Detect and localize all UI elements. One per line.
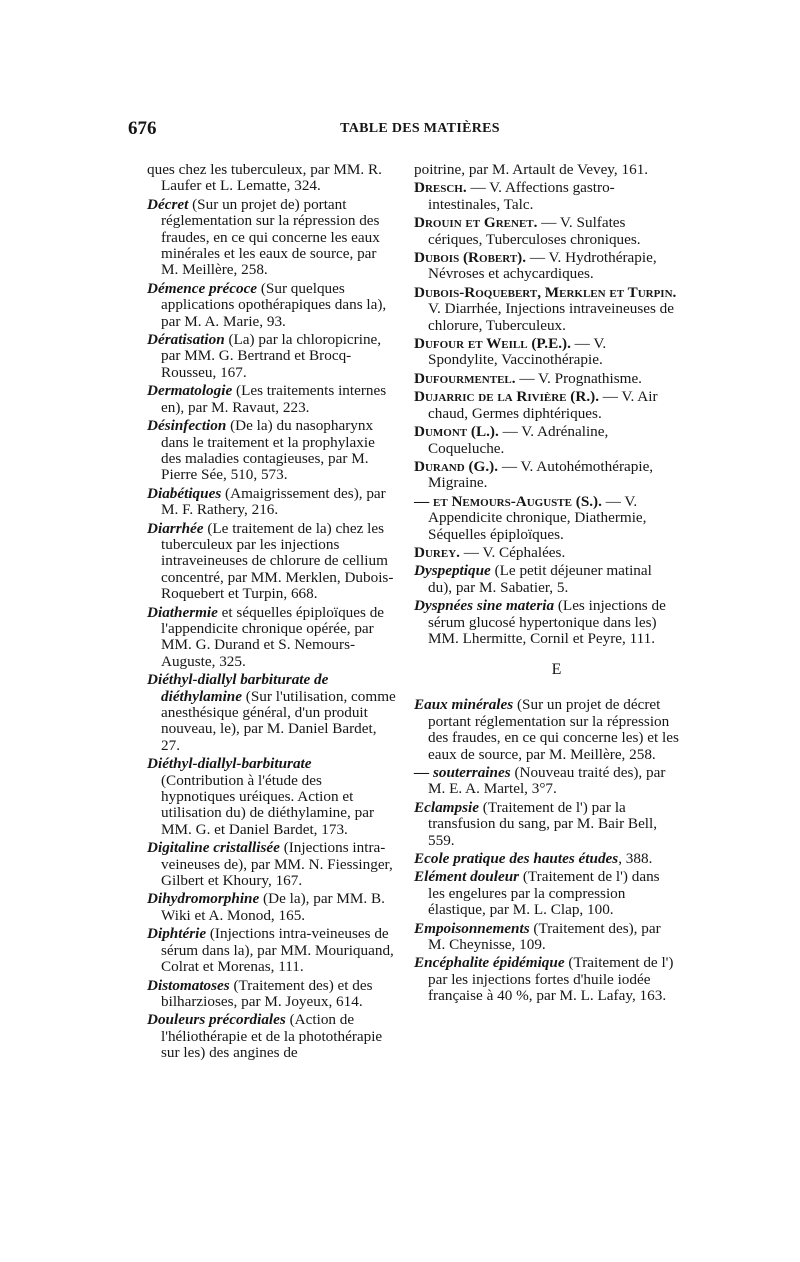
index-entry bbox=[414, 765, 679, 798]
entry-author: Dubois-Roquebert, Merklen et Turpin. bbox=[414, 283, 677, 301]
entry-heading: Dératisation bbox=[147, 331, 225, 349]
entry-text: (Le traitement de la) chez les tuberculeux par les injections intraveineuses de chlorure de cellium concentré, par MM. Merklen, Dubois-Roquebert et Turpin, 668. bbox=[161, 519, 394, 603]
index-entry bbox=[147, 891, 397, 924]
entry-author: — et Nemours-Auguste (S.). bbox=[414, 492, 602, 510]
entry-heading: Diéthyl-diallyl barbiturate de diéthylamine bbox=[147, 671, 329, 705]
running-title: TABLE DES MATIÈRES bbox=[340, 121, 500, 136]
entry-heading: Diabétiques bbox=[147, 484, 222, 502]
entry-heading: Diathermie bbox=[147, 603, 218, 621]
entry-text: (Traitement des), par M. Cheynisse, 109. bbox=[428, 919, 661, 954]
entry-text: (De la) du nasopharynx dans le traitement et la prophylaxie des maladies contagieuses, par M. Pierre Sée, 510, 573. bbox=[161, 417, 375, 484]
entry-text: ques chez les tuberculeux, par MM. R. Laufer et L. Lematte, 324. bbox=[147, 161, 382, 195]
entry-text: (Injections intra-veineuses de), par MM. N. Fiessinger, Gilbert et Khoury, 167. bbox=[161, 839, 393, 890]
entry-heading: Ecole pratique des hautes études bbox=[414, 850, 619, 868]
entry-text: (Traitement de l') dans les engelures par la compression élastique, par M. L. Clap, 100. bbox=[428, 868, 660, 919]
entry-text: — V. Prognathisme. bbox=[515, 369, 642, 387]
index-entry bbox=[414, 598, 679, 647]
index-entry bbox=[147, 978, 397, 1011]
entry-author: Dubois (Robert). bbox=[414, 249, 527, 267]
entry-text: — V. Autohémothérapie, Migraine. bbox=[428, 457, 654, 492]
entry-text: — V. Affections gastro-intestinales, Talc. bbox=[428, 179, 615, 213]
index-entry bbox=[147, 162, 397, 195]
entry-text: (La) par la chloropicrine, par MM. G. Bertrand et Brocq-Rousseu, 167. bbox=[161, 331, 382, 381]
index-entry bbox=[414, 851, 679, 867]
index-entry bbox=[414, 869, 679, 918]
entry-text: — V. Air chaud, Germes diphtériques. bbox=[428, 388, 658, 422]
entry-text: (Les traitements internes en), par M. Ravaut, 223. bbox=[161, 382, 387, 416]
entry-author: Durey. bbox=[414, 543, 460, 561]
entry-text: V. Diarrhée, Injections intraveineuses de chlorure, Tuberculeux. bbox=[428, 300, 675, 334]
entry-text: (Le petit déjeuner matinal du), par M. Sabatier, 5. bbox=[428, 562, 652, 596]
entry-text: (Nouveau traité des), par M. E. A. Martel, 3°7. bbox=[428, 764, 666, 798]
entry-text: (Amaigrissement des), par M. F. Rathery, 216. bbox=[161, 484, 386, 519]
entry-heading: Douleurs précordiales bbox=[147, 1011, 286, 1029]
index-entry bbox=[414, 424, 679, 457]
index-entry bbox=[414, 563, 679, 596]
entry-text: — V. Hydrothérapie, Névroses et achycardiques. bbox=[428, 249, 657, 283]
index-entry bbox=[414, 371, 679, 387]
entry-text: (Traitement de l') par la transfusion du sang, par M. Bair Bell, 559. bbox=[428, 798, 658, 849]
entry-author: Dujarric de la Rivière (R.). bbox=[414, 388, 599, 406]
entry-heading: Dihydromorphine bbox=[147, 890, 260, 908]
entry-text: (Injections intra-veineuses de sérum dans la), par MM. Mouriquand, Colrat et Morenas, 111. bbox=[161, 925, 394, 976]
entry-author: Durand (G.). bbox=[414, 457, 499, 475]
entry-heading: Eaux minérales bbox=[414, 696, 514, 714]
entry-text: — V. Spondylite, Vaccinothérapie. bbox=[428, 335, 607, 369]
index-entry bbox=[414, 162, 679, 178]
index-entry bbox=[147, 418, 397, 484]
entry-text: (Sur un projet de) portant réglementation sur la répression des fraudes, en ce qui concerne les eaux minérales et les eaux de source, par M. Meillère, 258. bbox=[161, 195, 380, 279]
entry-author: Dumont (L.). bbox=[414, 423, 499, 441]
index-entry bbox=[414, 697, 679, 763]
index-entry bbox=[414, 955, 679, 1004]
entry-heading: Distomatoses bbox=[147, 976, 230, 994]
page-header bbox=[0, 118, 800, 142]
entry-text: (Sur un projet de décret portant réglementation sur la répression des fraudes, en ce qui concerne les) et les eaux de source, par M. Meillère, 258. bbox=[428, 696, 679, 763]
entry-heading: Diarrhée bbox=[147, 519, 204, 537]
entry-heading: Elément douleur bbox=[414, 868, 520, 886]
entry-heading: Démence précoce bbox=[147, 279, 258, 297]
entry-text: — V. Appendicite chronique, Diathermie, Séquelles épiploïques. bbox=[428, 492, 647, 543]
entry-text: — V. Céphalées. bbox=[459, 543, 566, 561]
entry-heading: Dermatologie bbox=[147, 382, 233, 400]
index-entry bbox=[147, 672, 397, 754]
entry-heading: Diéthyl-diallyl-barbiturate bbox=[147, 755, 312, 773]
index-entry bbox=[147, 1012, 397, 1061]
index-entry bbox=[147, 756, 397, 838]
entry-text: (Les injections de sérum glucosé hypertonique dans les) MM. Lhermitte, Cornil et Peyre, 111. bbox=[428, 597, 666, 647]
entry-heading: Décret bbox=[147, 195, 189, 213]
entry-heading: — souterraines bbox=[414, 764, 511, 781]
entry-author: Dufourmentel. bbox=[414, 369, 516, 387]
entry-text: — V. Adrénaline, Coqueluche. bbox=[428, 423, 609, 457]
index-entry bbox=[147, 281, 397, 330]
index-entry bbox=[414, 215, 679, 248]
index-entry bbox=[147, 332, 397, 381]
entry-heading: Désinfection bbox=[147, 417, 227, 435]
index-entry bbox=[414, 494, 679, 543]
entry-text: (Sur l'utilisation, comme anesthésique général, d'un produit nouveau, le), par M. Daniel Bardet, 27. bbox=[161, 687, 396, 754]
entry-author: Drouin et Grenet. bbox=[414, 214, 538, 232]
entry-heading: Digitaline cristallisée bbox=[147, 839, 280, 857]
index-entry bbox=[414, 389, 679, 422]
section-letter: E bbox=[551, 661, 562, 679]
index-entry bbox=[147, 486, 397, 519]
entry-heading: Dyspnées sine materia bbox=[414, 597, 555, 615]
index-entry bbox=[147, 840, 397, 889]
index-entry bbox=[414, 545, 679, 561]
entry-text: poitrine, par M. Artault de Vevey, 161. bbox=[414, 161, 649, 178]
index-entry bbox=[147, 197, 397, 279]
page-number: 676 bbox=[128, 118, 157, 139]
index-entry bbox=[414, 921, 679, 954]
index-entry bbox=[414, 336, 679, 369]
index-entry bbox=[414, 285, 679, 334]
entry-text: (Traitement des) et des bilharzioses, par M. Joyeux, 614. bbox=[161, 976, 373, 1010]
index-entry bbox=[414, 180, 679, 213]
entry-author: Dufour et Weill (P.E.). bbox=[414, 335, 571, 353]
index-entry bbox=[147, 926, 397, 975]
index-entry bbox=[414, 250, 679, 283]
entry-heading: Diphtérie bbox=[147, 925, 207, 943]
entry-text: — V. Sulfates cériques, Tuberculoses chroniques. bbox=[428, 214, 641, 248]
index-entry bbox=[414, 800, 679, 849]
index-entry bbox=[147, 383, 397, 416]
entry-heading: Dyspeptique bbox=[414, 562, 491, 580]
entry-text: (Contribution à l'étude des hypnotiques uréiques. Action et utilisation du) de diéthylamine, par MM. G. et Daniel Bardet, 173. bbox=[161, 771, 374, 838]
entry-heading: Encéphalite épidémique bbox=[414, 954, 565, 972]
entry-text: , 388. bbox=[618, 850, 653, 868]
index-entry bbox=[414, 459, 679, 492]
entry-text: (Sur quelques applications opothérapiques dans la), par M. A. Marie, 93. bbox=[161, 279, 387, 330]
entry-text: (Traitement de l') par les injections fortes d'huile iodée française à 40 %, par M. L. Lafay, 163. bbox=[428, 954, 674, 1005]
left-column bbox=[147, 162, 397, 1064]
index-entry bbox=[147, 521, 397, 603]
right-column bbox=[414, 162, 679, 1007]
entry-heading: Empoisonnements bbox=[414, 919, 530, 937]
entry-text: et séquelles épiploïques de l'appendicite chronique opérée, par MM. G. Durand et S. Nemours-Auguste, 325. bbox=[161, 603, 385, 670]
entry-text: (De la), par MM. B. Wiki et A. Monod, 165. bbox=[161, 890, 385, 924]
entry-text: (Action de l'héliothérapie et de la photothérapie sur les) des angines de bbox=[161, 1011, 383, 1062]
entry-author: Dresch. bbox=[414, 179, 467, 197]
index-entry bbox=[147, 605, 397, 671]
entry-heading: Eclampsie bbox=[414, 798, 479, 816]
